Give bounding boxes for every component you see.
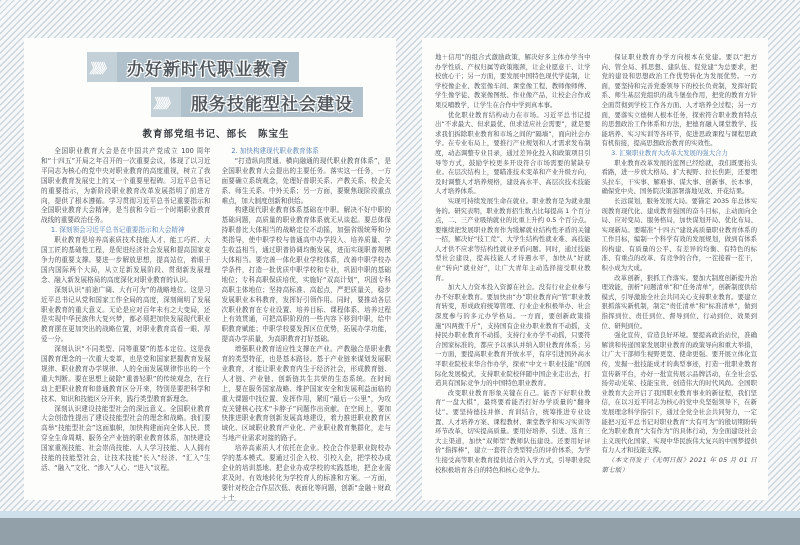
paragraph: 改变职业教育形象关键在自己。能否下好职业教育“一盘大棋”，最终要看能否打好办学质量的“翻身仗”。要坚持德技并修、育训结合，统筹推进专业设置、人才培养方案、课程教材、课堂教学和实习实训等环节改革，切实提高质量。要用好培养、引进、选育三大主渠道，加快“双师型”教师队伍建设。还要用好评价“指挥棒”，建立一套符合类型特点的评价体系，为学生接受高等职业教育提供适合的入学方式，引导职业院校积极培育各自的特色和核心竞争力。 xyxy=(435,388,591,474)
chevron-box xyxy=(87,52,117,82)
right-page-column-2 xyxy=(602,53,758,505)
paragraph: 培养高素质人才依托在企业。校企合作是职业院校办学的基本模式。要通过引企入校、引校入企，把学校办成企业的培训基地、把企业办成学校的实践基地，把企业需求及时、有效地转化为学校育人的标准和方案。一方面，要针对校企合作层次低、表面化等问题，创新“金融＋财政＋土 xyxy=(221,444,391,502)
right-page-columns xyxy=(435,53,757,505)
right-page xyxy=(422,38,768,500)
paragraph: 优化职业教育结构动力在市场。习近平总书记提出“不求最大、但求最优、但求适应社会需要”，就是要求我们拆除职业教育和市场之间的“隔墙”，面向社会办学。在专业布局上，要推行产业规划和人才需求发布制度，动态调整专业目录，通过差异化投入和政策项目引导等方式，鼓励学校更多开设符合市场需要的紧缺专业。在层次结构上，要瞄准技术变革和产业升级方向，及时调整人才培养规格，建设高水平、高层次技术技能人才培养体系。 xyxy=(435,110,591,196)
section-heading: 3. 汇聚职业教育大改革大发展的强大合力 xyxy=(611,148,728,157)
chevron-box xyxy=(151,87,181,117)
paragraph: 深刻认识“不同类型、同等重要”的基本定位。这是我国教育理念的一次重大变革，也是党和国家把握教育发展规律、职业教育办学规律、人的全面发展规律作出的一个重大判断。要在思想上破除“重普轻职”的传统观念，在行动上把职业教育和普通教育区分开来，特别是要把科学和技术、知识和技能区分开来，践行类型教育新理念。 xyxy=(41,345,211,403)
left-page xyxy=(24,38,396,500)
paragraph: 构建现代职业教育体系基础在中职。解决不好中职的基础问题，高质量的职业教育体系就无从谈起。要总体保持职普比大体相当的战略定位不动摇，加强省级统筹和分类指导，使中职学校与普通高中办学投入、培养质量、学生收益相当，通过职普协调均衡发展，进而实现职普规模大体相当。要完善一体化职业学校体系，改善中职学校办学条件，打造一批优质中职学校和专业，巩固中职的基础地位；专科高职保质培优，实施好“双高计划”，巩固专科高职主体地位；坚持高标准、高起点，严把质量关，稳步发展职业本科教育，发挥好引领作用。同时，要推动各层次职业教育在专业设置、培养目标、课程体系、培养过程上有效贯通，可把高职阶段的一些内容下移到中职，给中职教育赋能；中职学校要发挥区位优势，拓展办学功能，提高办学质量，为高职教育打好基础。 xyxy=(221,206,391,344)
paragraph: 保证职业教育办学方向根本在党建。要以“把方向、管全局、抓思想、建队伍、促党建”为总要求，把党的建设和思想政治工作优势转化为发展优势。一方面，要坚持和完善党委领导下的校长负责制，发挥好院系、师生基层党组织的战斗堡垒作用，把党的教育方针全面贯彻到学校工作各方面、人才培养全过程；另一方面，要落实立德树人根本任务，探索符合职业教育特点的思想政治工作体系和方法，把德育融入课堂教学、技能培养、实习实训等各环节，促进思政课程与课程思政有机衔接，提高思想政治教育的实效性。 xyxy=(601,53,757,148)
paragraph: 增强职业教育适应性支撑在产业。产教融合是职业教育的类型特征，也是基本路径。基于产业链来谋划发展职业教育，才能让职业教育内生于经济社会，形成教育链、人才链、产业链、创新链共生共荣的生态系统。在时间上，要在服务国家战略、维护国家安全和发展利益面临的重大课题中找位置、发挥作用，紧盯“最后一公里”，为攻克关键核心技术“卡脖子”问题作出贡献。在空间上，要加快推进职业教育创新发展高地建设，着力推进职业教育区域化、区域职业教育产业化、产业职业教育集群化，走与当地产业需求对接的路子。 xyxy=(221,345,391,443)
paragraph: 改革创新，狠抓工作落实。要加大制度创新提升治理效能，剖析“问题清单”和“任务清单”，创新制度供给模式，引导激励全社会共同关心支持职业教育。要建立狠抓落实新机制，制定“责任清单”和“标准清单”，做到指挥到位、责任到位、督导到位、行动到位、效果到位、研判到位。 xyxy=(601,273,757,330)
paragraph: 加大人力资本投入资源在社会。没有行业企业参与办不好职业教育。要加快由“办”职业教育向“管”职业教育转变，形成政府统筹管理、行业企业积极举办、社会深度参与的多元办学格局。一方面，要创新政策措施“四两拨千斤”，支持国有企业办职业教育不动摇，支持民办职业教育不动摇，支持行业办学不动摇，只要符合国家标准的，都应予以承认并纳入职业教育体系；另一方面，要提高职业教育开放水平，有序引进国外高水平职业院校来华合作办学，探索“中文＋职业技能”的国际化发展模式，支持职业院校伴随中国企业走出去，打造具有国际竞争力的中国特色职业教育。 xyxy=(435,283,591,388)
paragraph: 实现可持续发展生命在就业。职业教育是为就业服务的。研究表明，职业教育招生数占比每提高 1 个百分点，二、三产业吸纳就业的比重上升约 0.5 个百分点。要继续把发展职业教育作为缓解就业结构性矛盾的关键一招，解决好“技工荒”、大学生结构性就业难、高技能人才供不应求等结构性就业矛盾问题。同时，通过技能型社会建设，提高技能人才待遇水平，加快从“好就业”转向“就业好”，让广大青年主动选择接受职业教育。 xyxy=(435,196,591,282)
paragraph: 全国职业教育大会是在中国共产党成立 100 周年和“十四五”开局之年召开的一次重要会议，体现了以习近平同志为核心的党中央对职业教育的高度重视，树立了我国职业教育发展史上的又一个重要里程碑。习近平总书记的重要指示，为新阶段职业教育改革发展指明了前进方向，提供了根本遵循。学习贯彻习近平总书记重要指示和全国职业教育大会精神，是当前和今后一个时期职业教育战线的重要政治任务。 xyxy=(41,147,211,225)
article-title-line2: 服务技能型社会建设 xyxy=(191,94,353,115)
paragraph: 深刻认识建设技能型社会的深远意义。全国职业教育大会创造性提出了建设技能型社会的理念和战略。我们要高举“技能型社会”这面旗帜，加快构建面向全体人民、贯穿全生命周期、服务全产业链的职业教育体系，加快建设国家重视技能、社会崇尚技能、人人学习技能、人人拥有技能的技能型社会，让技术技能“长入”经济、“汇入”生活、“融入”文化、“渗入”人心、“进入”议程。 xyxy=(41,404,211,472)
paragraph: 长远谋划，服务发展大局。要锚定 2035 年总体实现教育现代化、建成教育强国的奋斗目标，主动面向全局、应对变局、服务格局，加快谋划开局、优化布局、实现新局。要瞄准“十四五”建设高质量职业教育体系的工作目标，编制一个科学有效的发展规划，做到有体系的构建、有质量的公平、有差异的均衡、有特色的标准、有重点的改革、有竞争的合作，一茬接着一茬干，积小成为大成。 xyxy=(601,196,757,273)
paragraph: “打造纵向贯通、横向融通的现代职业教育体系”，是全国职业教育大会提出的主要任务。落实这一任务，一方面要确立系统观念，处理好普职关系、产教关系、校企关系、师生关系、中外关系；另一方面，要聚焦现阶段重点难点，加大制度创新和供给。 xyxy=(221,156,391,205)
chevron-icon: 》》》》 xyxy=(88,61,112,77)
right-page-column-1 xyxy=(435,53,591,505)
bottom-edge-band xyxy=(0,518,800,545)
left-page-columns xyxy=(41,147,391,505)
article-title-line1: 办好新时代职业教育 xyxy=(127,59,289,80)
section-heading: 2. 加快构建现代职业教育体系 xyxy=(231,147,319,155)
paragraph: 职业教育是培养高素质技术技能人才、能工巧匠、大国工匠的基础性工程，是促进经济社会发展和提高国家竞争力的重要支撑。要进一步解放思想，提高站位，着眼于国内国际两个大局，从立足新发展阶段、贯彻新发展理念、融入新发展格局的高度深化对职业教育的认识。 xyxy=(41,236,211,284)
paragraph: 地＋信用”的组合式激励政策，解决好多主体办学当中办学性质、产权归属等政策瓶颈，让企业愿意干、让学校放心干；另一方面，要发展中国特色现代学徒制，让学校像企业、教室像车间、课堂像工程、教师像师傅、学生像学徒、教案像图纸、作业像产品，让校企合作成果反哺教学，让学生在合作中学到真本事。 xyxy=(435,53,591,109)
article-title-block xyxy=(41,52,391,117)
paragraph: 强化宣传，营造良好环境。要提高政治站位，准确解读和传递国家发展职业教育的政策导向和重大举措，让广大干部师生视野更宽、使命更强。要开展立体化宣传，发掘一批技能成才的典型事迹，打造一批职业教育宣传新平台，办好一批宣传展示品牌活动，在全社会弘扬劳动光荣、技能宝贵、创造伟大的时代风尚。全国职业教育大会开启了我国职业教育事业的新征程，我们坚信，在以习近平同志为核心的党中央坚强领导下，在新发展理念科学指引下，通过全党全社会共同努力，一定能把习近平总书记对职业教育“大有可为”的殷切期盼转化为职业教育“大有作为”的具体行动，为全面建设社会主义现代化国家、实现中华民族伟大复兴的中国梦提供有力人才和技能支撑。 xyxy=(601,331,757,455)
bottom-accent-strip xyxy=(0,511,800,518)
paragraph: 深刻认识“前途广阔、大有可为”的战略地位。这是习近平总书记从党和国家工作全局的高度，深刻阐明了发展职业教育的重大意义。无论是应对百年未有之大变局，还是实现中华民族伟大复兴梦，都必须把加快发展现代职业教育摆在更加突出的战略位置，对职业教育高看一眼、厚爱一分。 xyxy=(41,285,211,344)
title-banner-line2 xyxy=(151,87,363,117)
title-banner-line1 xyxy=(87,52,299,82)
author-byline: 教育部党组书记、部长 陈宝生 xyxy=(142,129,290,140)
left-page-column-1 xyxy=(41,147,211,505)
left-page-column-2 xyxy=(222,147,392,505)
chevron-icon: 》》》》 xyxy=(152,96,176,112)
section-heading: 1. 深刻领会习近平总书记重要指示和大会精神 xyxy=(50,226,185,235)
source-note: （本文刊发于《光明日报》2021 年 05 月 01 日第七版） xyxy=(601,455,757,474)
paragraph: 职业教育改革发展的蓝图已经绘就，我们既要抬头看路，进一步放大格局、扩大视野、拉长焦距，还要埋头拉车，干实事、解难事、谋大事、创新事、长本事，确保党中央、国务院决策部署落地见效、开花结果。 xyxy=(601,158,757,196)
